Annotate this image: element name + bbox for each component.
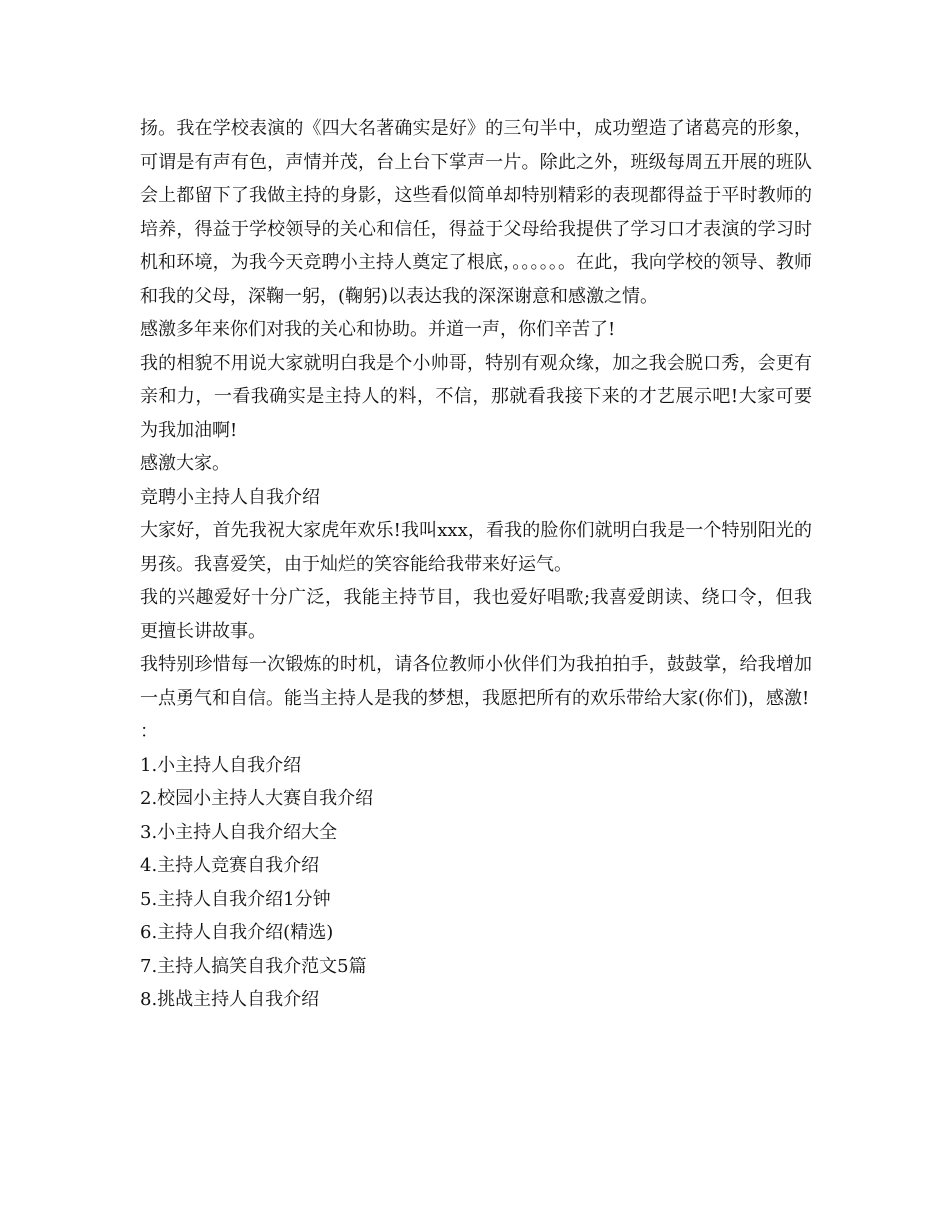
list-item: 8.挑战主持人自我介绍: [140, 989, 320, 1010]
paragraph-7: 我特别珍惜每一次锻炼的时机，请各位教师小伙伴们为我拍拍手，鼓鼓掌，给我增加一点勇气和自信。能当主持人是我的梦想，我愿把所有的欢乐带给大家(你们)，感激!: [140, 654, 812, 709]
list-item: 1.小主持人自我介绍: [140, 754, 302, 776]
document-body: [140, 112, 812, 1017]
paragraph-3: 我的相貌不用说大家就明白我是个小帅哥，特别有观众缘，加之我会脱口秀，会更有亲和力，一看我确实是主持人的料，不信，那就看我接下来的才艺展示吧!大家可要为我加油啊!: [140, 352, 812, 441]
paragraph-4: 感激大家。: [140, 453, 230, 474]
paragraph-5: 大家好，首先我祝大家虎年欢乐!我叫xxx，看我的脸你们就明白我是一个特别阳光的男孩。我喜爱笑，由于灿烂的笑容能给我带来好运气。: [140, 520, 812, 575]
list-item: 2.校园小主持人大赛自我介绍: [140, 788, 374, 809]
paragraph-6: 我的兴趣爱好十分广泛，我能主持节目，我也爱好唱歌;我喜爱朗读、绕口令，但我更擅长讲故事。: [140, 587, 812, 642]
list-item: 6.主持人自我介绍(精选): [140, 922, 334, 943]
list-item: 7.主持人搞笑自我介范文5篇: [140, 955, 367, 977]
paragraph-2: 感激多年来你们对我的关心和协助。并道一声，你们辛苦了!: [140, 319, 616, 340]
list-item: 4.主持人竞赛自我介绍: [140, 855, 320, 876]
list-item: 3.小主持人自我介绍大全: [140, 821, 338, 843]
list-item: 5.主持人自我介绍1分钟: [140, 888, 331, 910]
related-articles-list: [140, 749, 812, 1017]
paragraph-1: 扬。我在学校表演的《四大名著确实是好》的三句半中，成功塑造了诸葛亮的形象，可谓是有声有色，声情并茂，台上台下掌声一片。除此之外，班级每周五开展的班队会上都留下了我做主持的身影，这些看似简单却特别精彩的表现都得益于平时教师的培养，得益于学校领导的关心和信任，得益于父母给我提供了学习口才表演的学习时机和环境，为我今天竞聘小主持人奠定了根底，。。。。。。在此，我向学校的领导、教师和我的父母，深鞠一躬，(鞠躬)以表达我的深深谢意和感激之情。: [140, 118, 812, 307]
list-intro: ：: [140, 721, 158, 742]
section-heading: 竞聘小主持人自我介绍: [140, 486, 320, 508]
